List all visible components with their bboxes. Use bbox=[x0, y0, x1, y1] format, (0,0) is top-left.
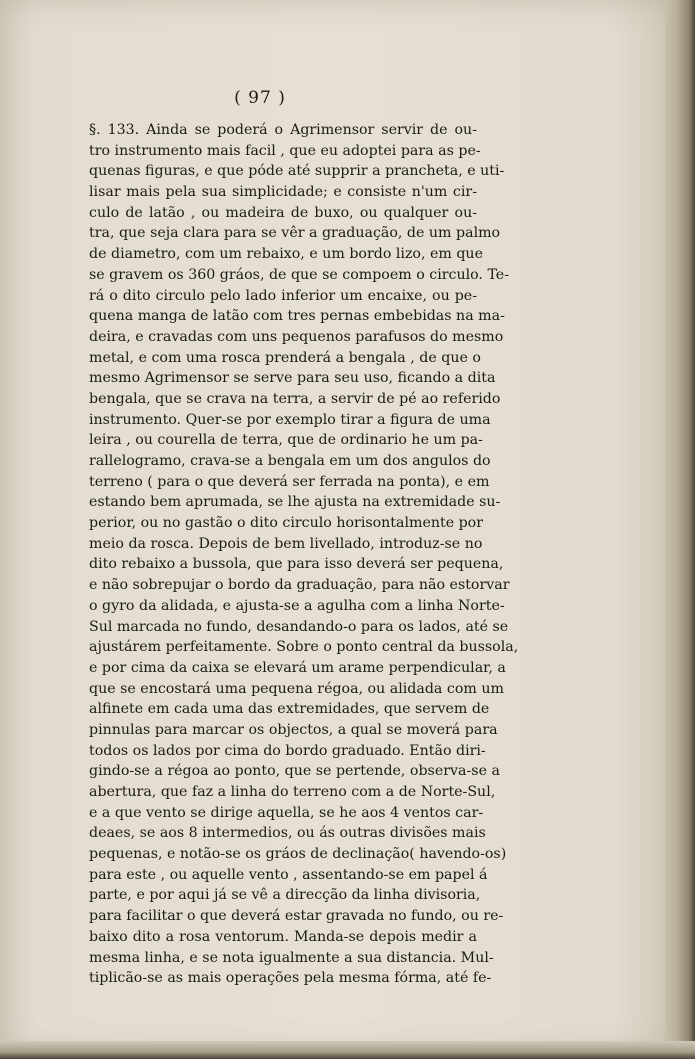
text-line: Sul marcada no fundo, desandando-o para os lados, até se bbox=[89, 618, 509, 635]
text-line: quenas figuras, e que póde até supprir a prancheta, e uti- bbox=[89, 163, 505, 180]
text-line: rallelogramo, crava-se a bengala em um dos angulos do bbox=[89, 453, 491, 469]
text-line: e não sobrepujar o bordo da graduação, para não estorvar bbox=[89, 577, 510, 594]
text-line: estando bem aprumada, se lhe ajusta na extremidade su- bbox=[89, 494, 501, 511]
text-line: tro instrumento mais facil , que eu adoptei para as pe- bbox=[89, 142, 481, 159]
text-line: baixo dito a rosa ventorum. Manda-se depois medir a bbox=[89, 928, 477, 945]
text-line: abertura, que faz a linha do terreno com a de Norte-Sul, bbox=[89, 784, 496, 800]
page-edge-bottom bbox=[0, 1041, 695, 1059]
text-line: culo de latão , ou madeira de buxo, ou qualquer ou- bbox=[89, 204, 477, 221]
text-line: meio da rosca. Depois de bem livellado, introduz-se no bbox=[89, 535, 483, 552]
text-line: deira, e cravadas com uns pequenos parafusos do mesmo bbox=[89, 328, 504, 345]
page-edge-right bbox=[665, 0, 695, 1059]
text-line: gindo-se a régoa ao ponto, que se pertende, observa-se a bbox=[89, 763, 500, 780]
text-line: se gravem os 360 gráos, de que se compoem o circulo. Te- bbox=[89, 266, 509, 283]
text-line: pequenas, e notão-se os gráos de declinação( havendo-os) bbox=[89, 846, 507, 863]
text-line: todos os lados por cima do bordo graduado. Então diri- bbox=[89, 742, 486, 759]
text-line: perior, ou no gastão o dito circulo horisontalmente por bbox=[89, 515, 484, 532]
text-line: alfinete em cada uma das extremidades, que servem de bbox=[89, 701, 490, 718]
text-line: que se encostará uma pequena régoa, ou alidada com um bbox=[89, 680, 504, 697]
text-line: lisar mais pela sua simplicidade; e consiste n'um cir- bbox=[89, 184, 477, 201]
text-line: bengala, que se crava na terra, a servir de pé ao referido bbox=[89, 390, 501, 407]
text-line: para este , ou aquelle vento , assentando-se em papel á bbox=[89, 866, 488, 883]
text-line: quena manga de latão com tres pernas embebidas na ma- bbox=[89, 308, 505, 325]
text-line: parte, e por aqui já se vê a direcção da linha divisoria, bbox=[89, 887, 481, 904]
text-line: de diametro, com um rebaixo, e um bordo lizo, em que bbox=[89, 246, 483, 263]
text-line: tra, que seja clara para se vêr a graduação, de um palmo bbox=[89, 225, 501, 242]
text-line: dito rebaixo a bussola, que para isso deverá ser pequena, bbox=[89, 556, 504, 573]
text-line: terreno ( para o que deverá ser ferrada na ponta), e em bbox=[89, 473, 490, 490]
text-line: §. 133. Ainda se poderá o Agrimensor servir de ou- bbox=[89, 122, 477, 138]
body-text bbox=[89, 120, 519, 989]
text-line: metal, e com uma rosca prenderá a bengala , de que o bbox=[89, 349, 481, 366]
text-line: mesmo Agrimensor se serve para seu uso, ficando a dita bbox=[89, 370, 496, 387]
text-line: para facilitar o que deverá estar gravada no fundo, ou re- bbox=[89, 908, 504, 925]
text-line: pinnulas para marcar os objectos, a qual se moverá para bbox=[89, 721, 498, 738]
text-line: rá o dito circulo pelo lado inferior um encaixe, ou pe- bbox=[89, 287, 477, 304]
text-line: tiplicão-se as mais operações pela mesma fórma, até fe- bbox=[89, 970, 492, 987]
page-number: ( 97 ) bbox=[234, 88, 286, 108]
text-line: e a que vento se dirige aquella, se he aos 4 ventos car- bbox=[89, 804, 484, 821]
text-line: ajustárem perfeitamente. Sobre o ponto central da bussola, bbox=[89, 639, 519, 656]
text-line: e por cima da caixa se elevará um arame perpendicular, a bbox=[89, 659, 506, 676]
text-line: leira , ou courella de terra, que de ordinario he um pa- bbox=[89, 432, 483, 449]
text-line: instrumento. Quer-se por exemplo tirar a figura de uma bbox=[89, 411, 491, 428]
text-line: deaes, se aos 8 intermedios, ou ás outras divisões mais bbox=[89, 825, 486, 842]
text-line: o gyro da alidada, e ajusta-se a agulha com a linha Norte- bbox=[89, 597, 505, 614]
text-line: mesma linha, e se nota igualmente a sua distancia. Mul- bbox=[89, 949, 494, 966]
